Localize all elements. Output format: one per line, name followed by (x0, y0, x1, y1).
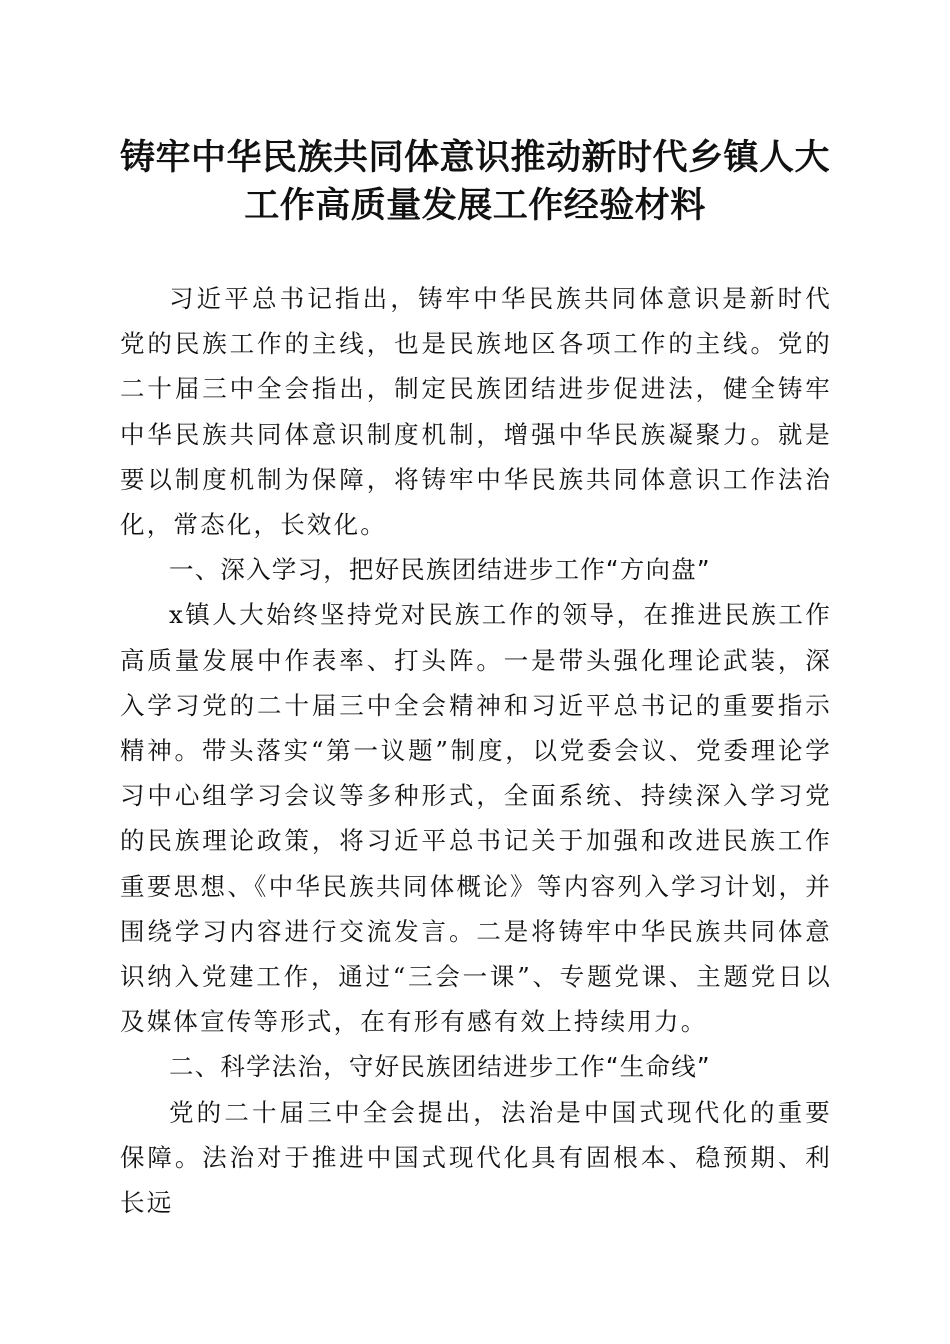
section-1-paragraph: x镇人大始终坚持党对民族工作的领导，在推进民族工作高质量发展中作表率、打头阵。一是带头强化理论武装，深入学习党的二十届三中全会精神和习近平总书记的重要指示精神。带头落实“第一议题”制度，以党委会议、党委理论学习中心组学习会议等多种形式，全面系统、持续深入学习党的民族理论政策，将习近平总书记关于加强和改进民族工作重要思想、《中华民族共同体概论》等内容列入学习计划，并围绕学习内容进行交流发言。二是将铸牢中华民族共同体意识纳入党建工作，通过“三会一课”、专题党课、主题党日以及媒体宣传等形式，在有形有感有效上持续用力。 (120, 600, 832, 1037)
section-2-heading: 二、科学法治，守好民族团结进步工作“生命线” (169, 1052, 711, 1082)
title-line-1: 铸牢中华民族共同体意识推动新时代乡镇人大 (119, 137, 830, 178)
document-title (100, 134, 850, 230)
section-2-paragraph: 党的二十届三中全会提出，法治是中国式现代化的重要保障。法治对于推进中国式现代化具有固根本、稳预期、利长远 (120, 1097, 832, 1218)
section-1-heading: 一、深入学习，把好民族团结进步工作“方向盘” (169, 555, 711, 585)
intro-paragraph: 习近平总书记指出，铸牢中华民族共同体意识是新时代党的民族工作的主线，也是民族地区各项工作的主线。党的二十届三中全会指出，制定民族团结进步促进法，健全铸牢中华民族共同体意识制度机制，增强中华民族凝聚力。就是要以制度机制为保障，将铸牢中华民族共同体意识工作法治化，常态化，长效化。 (120, 284, 832, 540)
title-line-2: 工作高质量发展工作经验材料 (244, 185, 706, 226)
document-body (120, 276, 832, 1225)
